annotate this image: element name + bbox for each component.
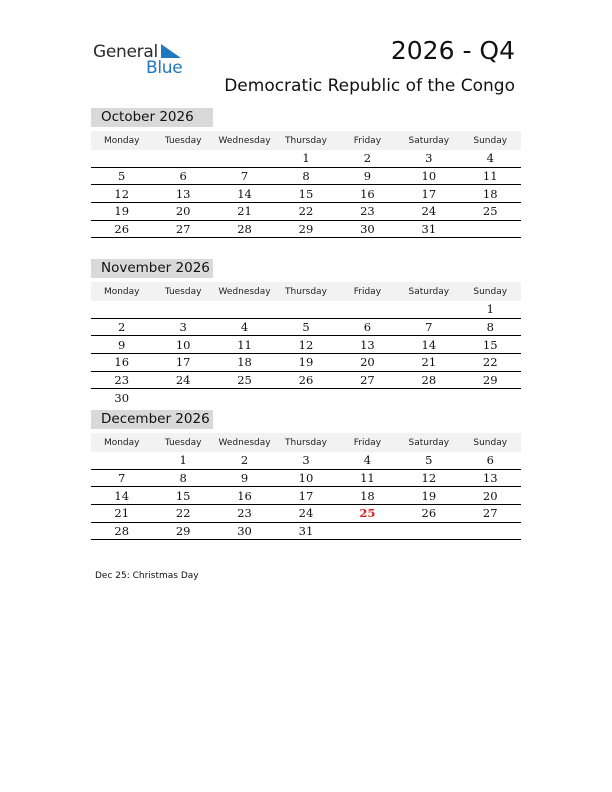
day-cell: 3 — [179, 320, 187, 335]
day-cell: 8 — [302, 169, 310, 184]
holiday-day-cell: 25 — [359, 506, 376, 521]
weekday-label: Monday — [103, 286, 140, 297]
day-cell: 25 — [237, 373, 252, 388]
weekday-label: Friday — [353, 437, 382, 448]
month-block — [91, 259, 521, 406]
week-row — [91, 505, 521, 523]
day-cell: 18 — [360, 488, 375, 503]
day-cell: 21 — [114, 506, 130, 521]
day-cell: 30 — [237, 524, 252, 539]
day-cell: 12 — [114, 186, 130, 201]
logo-blue-text: Blue — [146, 58, 183, 78]
day-cell: 7 — [425, 320, 433, 335]
day-cell: 27 — [175, 222, 191, 237]
day-cell: 1 — [486, 302, 494, 317]
day-cell: 7 — [118, 471, 126, 486]
day-cell: 9 — [240, 471, 249, 486]
week-row — [91, 452, 521, 470]
weekday-label: Thursday — [285, 135, 327, 146]
day-cell: 14 — [421, 337, 437, 352]
day-cell: 6 — [179, 169, 187, 184]
week-row — [91, 301, 521, 319]
weekday-label: Monday — [103, 437, 140, 448]
week-row — [91, 168, 521, 186]
day-cell: 9 — [118, 337, 126, 352]
day-cell: 8 — [486, 320, 494, 335]
weekday-label: Tuesday — [164, 437, 202, 448]
week-row — [91, 185, 521, 203]
day-cell: 27 — [360, 373, 375, 388]
week-row — [91, 319, 521, 337]
weekday-label: Tuesday — [164, 286, 202, 297]
day-cell: 15 — [482, 337, 498, 352]
day-cell: 17 — [421, 186, 437, 201]
day-cell: 12 — [421, 471, 437, 486]
day-cell: 5 — [302, 320, 310, 335]
day-cell: 4 — [486, 151, 494, 166]
week-row — [91, 487, 521, 505]
logo-triangle-icon — [161, 44, 181, 58]
day-cell: 22 — [175, 506, 191, 521]
weekday-label: Sunday — [473, 286, 508, 297]
week-row — [91, 150, 521, 168]
day-cell: 6 — [363, 320, 372, 335]
day-cell: 2 — [363, 151, 372, 166]
day-cell: 6 — [486, 453, 494, 468]
weekday-label: Sunday — [473, 135, 508, 146]
weekday-label: Monday — [103, 135, 140, 146]
day-cell: 20 — [360, 355, 375, 370]
week-row — [91, 470, 521, 488]
day-cell: 28 — [114, 524, 130, 539]
month-block — [91, 108, 521, 238]
day-cell: 18 — [237, 355, 252, 370]
month-block — [91, 410, 521, 540]
weekday-label: Tuesday — [164, 135, 202, 146]
day-cell: 16 — [237, 488, 252, 503]
weekday-label: Saturday — [408, 286, 450, 297]
day-cell: 10 — [298, 471, 314, 486]
day-cell: 11 — [360, 471, 375, 486]
day-cell: 19 — [421, 488, 437, 503]
weekday-label: Saturday — [408, 437, 450, 448]
country-name: Democratic Republic of the Congo — [224, 76, 515, 96]
day-cell: 23 — [237, 506, 252, 521]
month-name: October 2026 — [91, 108, 213, 127]
day-cell: 25 — [482, 204, 498, 219]
day-cell: 17 — [175, 355, 191, 370]
weekday-label: Friday — [353, 286, 382, 297]
day-cell: 19 — [114, 204, 130, 219]
day-cell: 13 — [482, 471, 498, 486]
day-cell: 26 — [298, 373, 314, 388]
day-cell: 13 — [175, 186, 191, 201]
page-title: 2026 - Q4 — [390, 36, 515, 65]
weekday-header — [91, 131, 521, 150]
weekday-label: Wednesday — [218, 286, 271, 297]
day-cell: 15 — [175, 488, 191, 503]
day-cell: 5 — [118, 169, 126, 184]
day-cell: 14 — [114, 488, 130, 503]
day-cell: 22 — [298, 204, 314, 219]
day-cell: 11 — [482, 169, 498, 184]
day-cell: 14 — [237, 186, 252, 201]
weekday-label: Saturday — [408, 135, 450, 146]
day-cell: 20 — [175, 204, 191, 219]
day-cell: 11 — [237, 337, 252, 352]
day-cell: 22 — [482, 355, 498, 370]
holiday-note: Dec 25: Christmas Day — [95, 571, 199, 581]
week-row — [91, 354, 521, 372]
day-cell: 9 — [363, 169, 372, 184]
weekday-label: Wednesday — [218, 135, 271, 146]
day-cell: 4 — [240, 320, 249, 335]
day-cell: 31 — [421, 222, 437, 237]
month-name: December 2026 — [91, 410, 213, 429]
day-cell: 28 — [237, 222, 252, 237]
day-cell: 15 — [298, 186, 314, 201]
day-cell: 29 — [175, 524, 191, 539]
weekday-label: Wednesday — [218, 437, 271, 448]
day-cell: 18 — [482, 186, 498, 201]
day-cell: 21 — [237, 204, 252, 219]
day-cell: 19 — [298, 355, 314, 370]
day-cell: 24 — [421, 204, 437, 219]
weekday-header — [91, 433, 521, 452]
day-cell: 29 — [482, 373, 498, 388]
day-cell: 2 — [240, 453, 249, 468]
week-row — [91, 336, 521, 354]
weekday-label: Sunday — [473, 437, 508, 448]
day-cell: 26 — [114, 222, 130, 237]
day-cell: 10 — [175, 337, 191, 352]
day-cell: 24 — [298, 506, 314, 521]
day-cell: 29 — [298, 222, 314, 237]
week-row — [91, 221, 521, 239]
logo-general-text: General — [93, 42, 158, 62]
day-cell: 28 — [421, 373, 437, 388]
day-cell: 10 — [421, 169, 437, 184]
day-cell: 20 — [482, 488, 498, 503]
day-cell: 4 — [363, 453, 372, 468]
day-cell: 7 — [240, 169, 249, 184]
day-cell: 1 — [302, 151, 310, 166]
day-cell: 3 — [425, 151, 433, 166]
week-row — [91, 389, 521, 406]
weekday-header — [91, 282, 521, 301]
weekday-label: Thursday — [285, 437, 327, 448]
day-cell: 31 — [298, 524, 314, 539]
day-cell: 21 — [421, 355, 437, 370]
day-cell: 3 — [302, 453, 310, 468]
weekday-label: Thursday — [285, 286, 327, 297]
day-cell: 23 — [114, 373, 130, 388]
day-cell: 2 — [118, 320, 126, 335]
day-cell: 24 — [175, 373, 191, 388]
day-cell: 23 — [360, 204, 375, 219]
weekday-label: Friday — [353, 135, 382, 146]
day-cell: 30 — [114, 390, 130, 405]
day-cell: 16 — [114, 355, 130, 370]
day-cell: 26 — [421, 506, 437, 521]
week-row — [91, 372, 521, 390]
day-cell: 13 — [360, 337, 375, 352]
day-cell: 5 — [425, 453, 433, 468]
day-cell: 17 — [298, 488, 314, 503]
week-row — [91, 523, 521, 541]
day-cell: 12 — [298, 337, 314, 352]
month-name: November 2026 — [91, 259, 213, 278]
day-cell: 16 — [360, 186, 375, 201]
day-cell: 8 — [179, 471, 187, 486]
generalblue-logo — [93, 40, 193, 80]
week-row — [91, 203, 521, 221]
day-cell: 1 — [179, 453, 187, 468]
day-cell: 30 — [360, 222, 375, 237]
day-cell: 27 — [482, 506, 498, 521]
